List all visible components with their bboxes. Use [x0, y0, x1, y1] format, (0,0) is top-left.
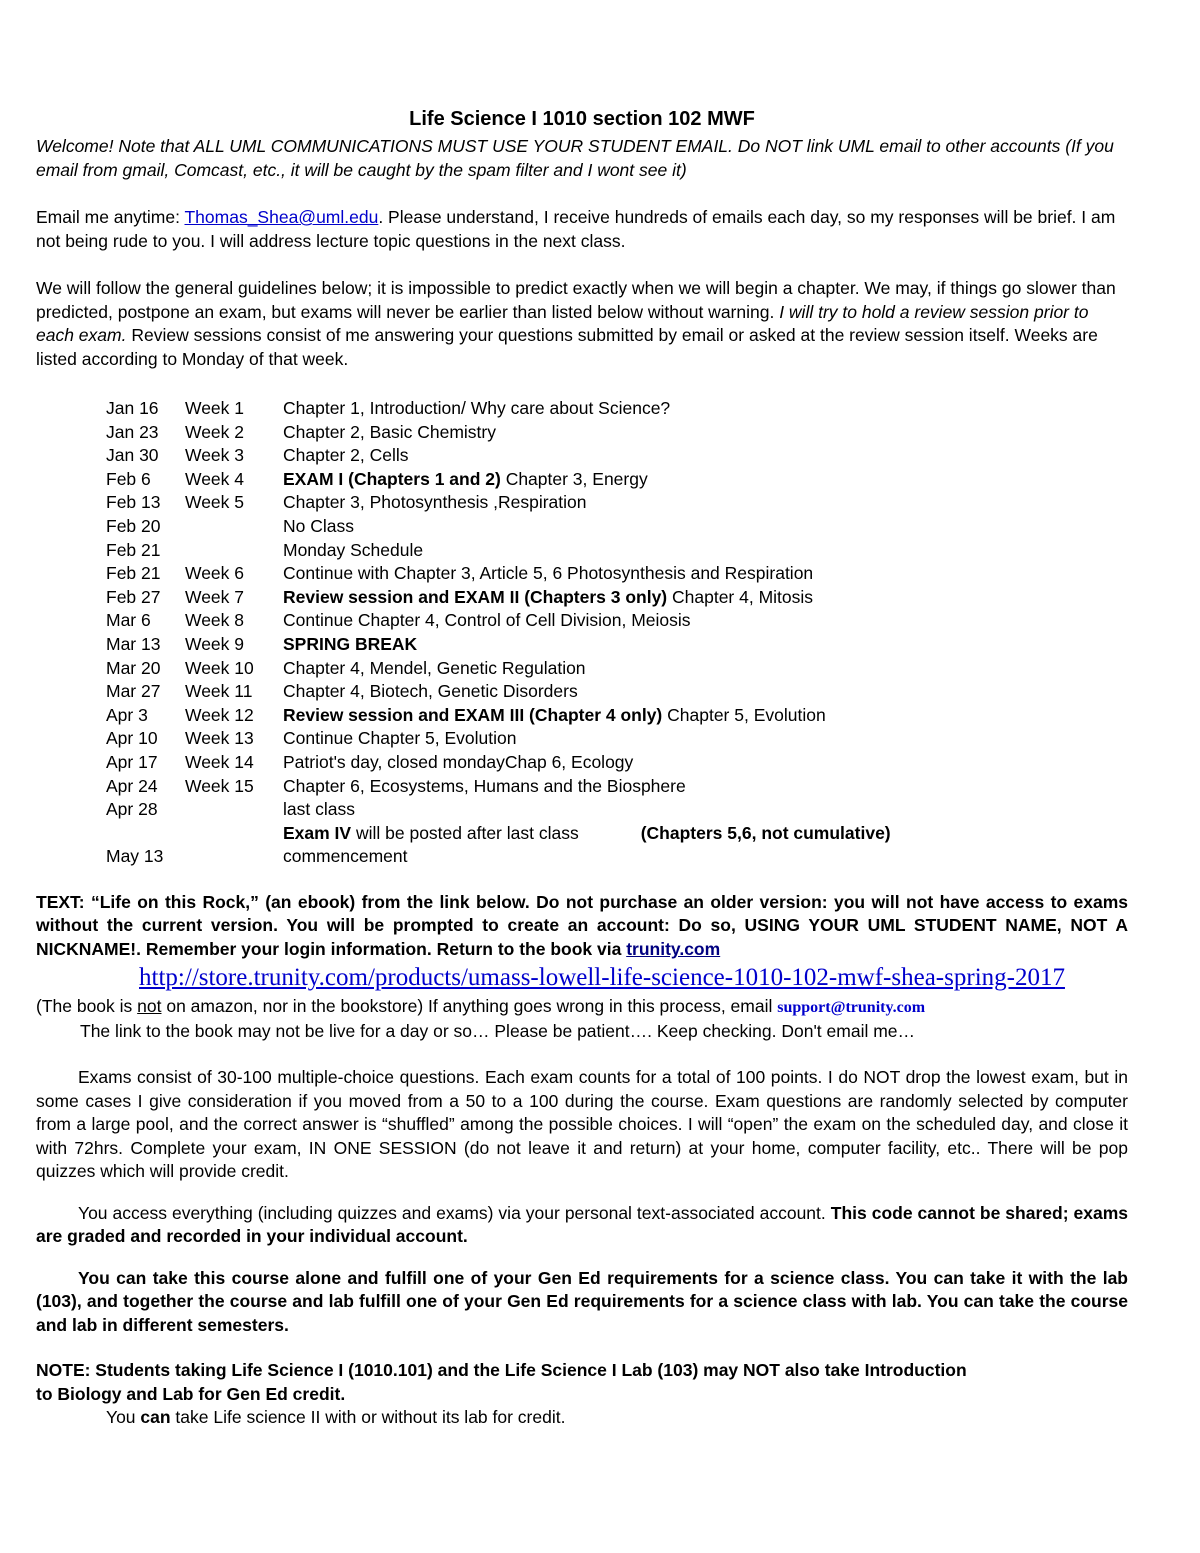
- schedule-week: Week 13: [185, 728, 254, 749]
- schedule-date: Feb 21: [106, 539, 161, 560]
- schedule-table: [106, 397, 1128, 869]
- gened-paragraph: You can take this course alone and fulfill one of your Gen Ed requirements for a science class. You can take it with the lab (103), and together the course and lab fulfill one of your Gen Ed requirements for a science class with lab. You can take the course and lab in different semesters.: [36, 1267, 1128, 1335]
- schedule-topic: [283, 775, 1128, 799]
- schedule-row: [106, 798, 1128, 822]
- schedule-row: [106, 515, 1128, 539]
- schedule-week: Week 10: [185, 657, 254, 678]
- schedule-week: Week 3: [185, 445, 245, 466]
- guidelines-paragraph: [36, 277, 1128, 371]
- schedule-date: May 13: [106, 846, 164, 867]
- schedule-row-commencement: [106, 845, 1128, 869]
- schedule-rows: [106, 397, 1128, 822]
- schedule-topic-text: Chapter 5, Evolution: [662, 704, 826, 725]
- last-post: take Life science II with or without its lab for credit.: [170, 1407, 566, 1428]
- schedule-date: Mar 6: [106, 610, 151, 631]
- schedule-topic-text: Chapter 4, Mendel, Genetic Regulation: [283, 657, 586, 678]
- schedule-row: [106, 421, 1128, 445]
- schedule-week: Week 8: [185, 610, 245, 631]
- schedule-date: Jan 30: [106, 445, 159, 466]
- schedule-week: Week 14: [185, 751, 254, 772]
- schedule-topic-bold: EXAM I (Chapters 1 and 2): [283, 468, 501, 489]
- schedule-date: Apr 24: [106, 775, 158, 796]
- schedule-week: Week 1: [185, 398, 245, 418]
- schedule-topic-text: Chapter 3, Photosynthesis ,Respiration: [283, 492, 587, 513]
- schedule-week: Week 12: [185, 704, 254, 725]
- schedule-topic: [283, 727, 1128, 751]
- schedule-topic-text: Patriot's day, closed mondayChap 6, Ecology: [283, 751, 634, 772]
- guidelines-italic: I will try to hold a review session prior to each exam.: [36, 301, 1089, 345]
- text-paragraph: [36, 891, 1128, 962]
- schedule-date: Mar 27: [106, 681, 161, 702]
- exam4-text: will be posted after last class: [351, 822, 579, 843]
- book-pre: (The book is: [36, 996, 138, 1017]
- exam4-chapters: (Chapters 5,6, not cumulative): [640, 822, 891, 843]
- schedule-topic-text: No Class: [283, 515, 354, 536]
- schedule-week: [185, 515, 283, 539]
- schedule-topic-text: Chapter 4, Biotech, Genetic Disorders: [283, 681, 578, 702]
- schedule-row: [106, 680, 1128, 704]
- schedule-date: [106, 822, 185, 846]
- instructor-email-link[interactable]: Thomas_Shea@uml.edu: [184, 207, 379, 227]
- schedule-topic-bold: SPRING BREAK: [283, 633, 418, 654]
- schedule-week: [185, 845, 283, 869]
- support-email-link[interactable]: support@trunity.com: [777, 999, 926, 1017]
- schedule-topic: [283, 680, 1128, 704]
- email-paragraph: [36, 206, 1128, 253]
- access-text: You access everything (including quizzes and exams) via your personal text-associated account.: [78, 1202, 831, 1223]
- schedule-week: Week 9: [185, 633, 245, 654]
- guidelines-text2: Review sessions consist of me answering your questions submitted by email or asked at the review session itself. Weeks are listed according to Monday of that week.: [36, 325, 1098, 369]
- schedule-topic: [283, 586, 1128, 610]
- last-bold: can: [140, 1407, 171, 1428]
- access-paragraph: [36, 1202, 1128, 1249]
- schedule-topic-text: Monday Schedule: [283, 539, 424, 560]
- schedule-topic: [283, 822, 1128, 846]
- exams-paragraph: Exams consist of 30-100 multiple-choice questions. Each exam counts for a total of 100 points. I do NOT drop the lowest exam, but in some cases I give consideration if you moved from a 50 to a 100 during the course. Exam questions are randomly selected by computer from a large pool, and the correct answer is “shuffled” among the possible choices. I will “open” the exam on the scheduled day, and close it with 72hrs. Complete your exam, IN ONE SESSION (do not leave it and return) at your home, computer facility, etc.. There will be pop quizzes which will provide credit.: [36, 1067, 1128, 1182]
- life-science-ii-note: [36, 1406, 1128, 1430]
- schedule-week: Week 11: [185, 681, 253, 702]
- schedule-row: [106, 609, 1128, 633]
- schedule-week: Week 2: [185, 421, 245, 442]
- schedule-row: [106, 491, 1128, 515]
- trunity-link[interactable]: trunity.com: [626, 938, 721, 959]
- schedule-date: Feb 6: [106, 468, 151, 489]
- schedule-topic-bold: Review session and EXAM II (Chapters 3 only): [283, 586, 668, 607]
- link-live-note: The link to the book may not be live for a day or so… Please be patient…. Keep checking. Don't email me…: [80, 1020, 916, 1041]
- schedule-topic: [283, 657, 1128, 681]
- schedule-date: Apr 10: [106, 728, 158, 749]
- schedule-week: Week 4: [185, 468, 245, 489]
- schedule-topic: [283, 515, 1128, 539]
- schedule-topic: [283, 421, 1128, 445]
- book-not: not: [137, 996, 162, 1017]
- schedule-topic: [283, 491, 1128, 515]
- book-url-link[interactable]: http://store.trunity.com/products/umass-lowell-life-science-1010-102-mwf-shea-spring-2017: [139, 964, 1065, 992]
- schedule-topic: [283, 562, 1128, 586]
- page-title: Life Science I 1010 section 102 MWF: [409, 108, 755, 130]
- schedule-topic-text: Continue Chapter 4, Control of Cell Division, Meiosis: [283, 610, 691, 631]
- schedule-row: [106, 775, 1128, 799]
- schedule-row: [106, 751, 1128, 775]
- schedule-row: [106, 397, 1128, 421]
- schedule-week: [185, 822, 283, 846]
- schedule-topic: commencement: [283, 846, 408, 867]
- schedule-date: Feb 13: [106, 492, 161, 513]
- exam4-bold: Exam IV: [283, 822, 352, 843]
- schedule-row: [106, 562, 1128, 586]
- welcome-note: Welcome! Note that ALL UML COMMUNICATIONS MUST USE YOUR STUDENT EMAIL. Do NOT link UML email to other accounts (If you email from gmail, Comcast, etc., it will be caught by the spam filter and I wont see it): [36, 136, 1114, 180]
- book-post: on amazon, nor in the bookstore) If anything goes wrong in this process, email: [161, 996, 778, 1017]
- schedule-topic: [283, 798, 1128, 822]
- schedule-date: Mar 13: [106, 633, 161, 654]
- guidelines-text1: We will follow the general guidelines below; it is impossible to predict exactly when we will begin a chapter. We may, if things go slower than predicted, postpone an exam, but exams will never be earlier than listed below without warning.: [36, 278, 1116, 322]
- schedule-topic-text: Chapter 3, Energy: [500, 468, 648, 489]
- schedule-week: Week 15: [185, 775, 254, 796]
- access-bold: This code cannot be shared; exams are graded and recorded in your individual account.: [36, 1202, 1128, 1247]
- schedule-row: [106, 633, 1128, 657]
- note-line2: to Biology and Lab for Gen Ed credit.: [36, 1383, 346, 1404]
- schedule-date: Jan 16: [106, 398, 159, 418]
- schedule-week: Week 5: [185, 492, 245, 513]
- schedule-topic-text: Chapter 1, Introduction/ Why care about Science?: [283, 398, 671, 418]
- schedule-topic: [283, 633, 1128, 657]
- schedule-topic-bold: Review session and EXAM III (Chapter 4 only): [283, 704, 663, 725]
- schedule-date: Feb 20: [106, 515, 161, 536]
- schedule-week: [185, 798, 283, 822]
- schedule-topic: [283, 751, 1128, 775]
- book-availability: [36, 995, 1128, 1020]
- schedule-row: [106, 539, 1128, 563]
- email-suffix: . Please understand, I receive hundreds of emails each day, so my responses will be brief. I am not being rude to you. I will address lecture topic questions in the next class.: [36, 207, 1116, 251]
- schedule-row: [106, 727, 1128, 751]
- schedule-topic: [283, 468, 1128, 492]
- note-line1: NOTE: Students taking Life Science I (1010.101) and the Life Science I Lab (103) may NOT also take Introduction: [36, 1360, 967, 1381]
- schedule-topic: [283, 609, 1128, 633]
- schedule-topic-text: Continue Chapter 5, Evolution: [283, 728, 517, 749]
- schedule-row: [106, 468, 1128, 492]
- schedule-date: Apr 17: [106, 751, 158, 772]
- last-pre: You: [106, 1407, 141, 1428]
- email-prefix: Email me anytime:: [36, 207, 185, 227]
- schedule-topic-text: Chapter 2, Basic Chemistry: [283, 421, 496, 442]
- syllabus-page: [36, 104, 1128, 1430]
- schedule-topic-text: Chapter 2, Cells: [283, 445, 409, 466]
- schedule-row: [106, 586, 1128, 610]
- schedule-week: [185, 539, 283, 563]
- schedule-row: [106, 444, 1128, 468]
- schedule-date: Jan 23: [106, 421, 159, 442]
- schedule-topic: [283, 397, 1128, 421]
- schedule-topic-text: last class: [283, 799, 355, 820]
- schedule-row-exam4: [106, 822, 1128, 846]
- schedule-topic-text: Chapter 4, Mitosis: [667, 586, 814, 607]
- schedule-row: [106, 704, 1128, 728]
- schedule-topic-text: Continue with Chapter 3, Article 5, 6 Photosynthesis and Respiration: [283, 563, 814, 584]
- text-instructions: TEXT: “Life on this Rock,” (an ebook) from the link below. Do not purchase an older version: you will not have access to exams without the current version. You will be prompted to create an account: Do so, USING YOUR UML STUDENT NAME, NOT A NICKNAME!. Remember your login information. Return to the book via: [36, 891, 1128, 959]
- schedule-date: Apr 28: [106, 799, 158, 820]
- schedule-topic: [283, 704, 1128, 728]
- schedule-date: Apr 3: [106, 704, 148, 725]
- schedule-week: Week 7: [185, 586, 245, 607]
- schedule-date: Mar 20: [106, 657, 161, 678]
- schedule-row: [106, 657, 1128, 681]
- schedule-date: Feb 27: [106, 586, 161, 607]
- schedule-topic-text: Chapter 6, Ecosystems, Humans and the Biosphere: [283, 775, 686, 796]
- schedule-week: Week 6: [185, 563, 245, 584]
- schedule-date: Feb 21: [106, 563, 161, 584]
- schedule-topic: [283, 444, 1128, 468]
- schedule-topic: [283, 539, 1128, 563]
